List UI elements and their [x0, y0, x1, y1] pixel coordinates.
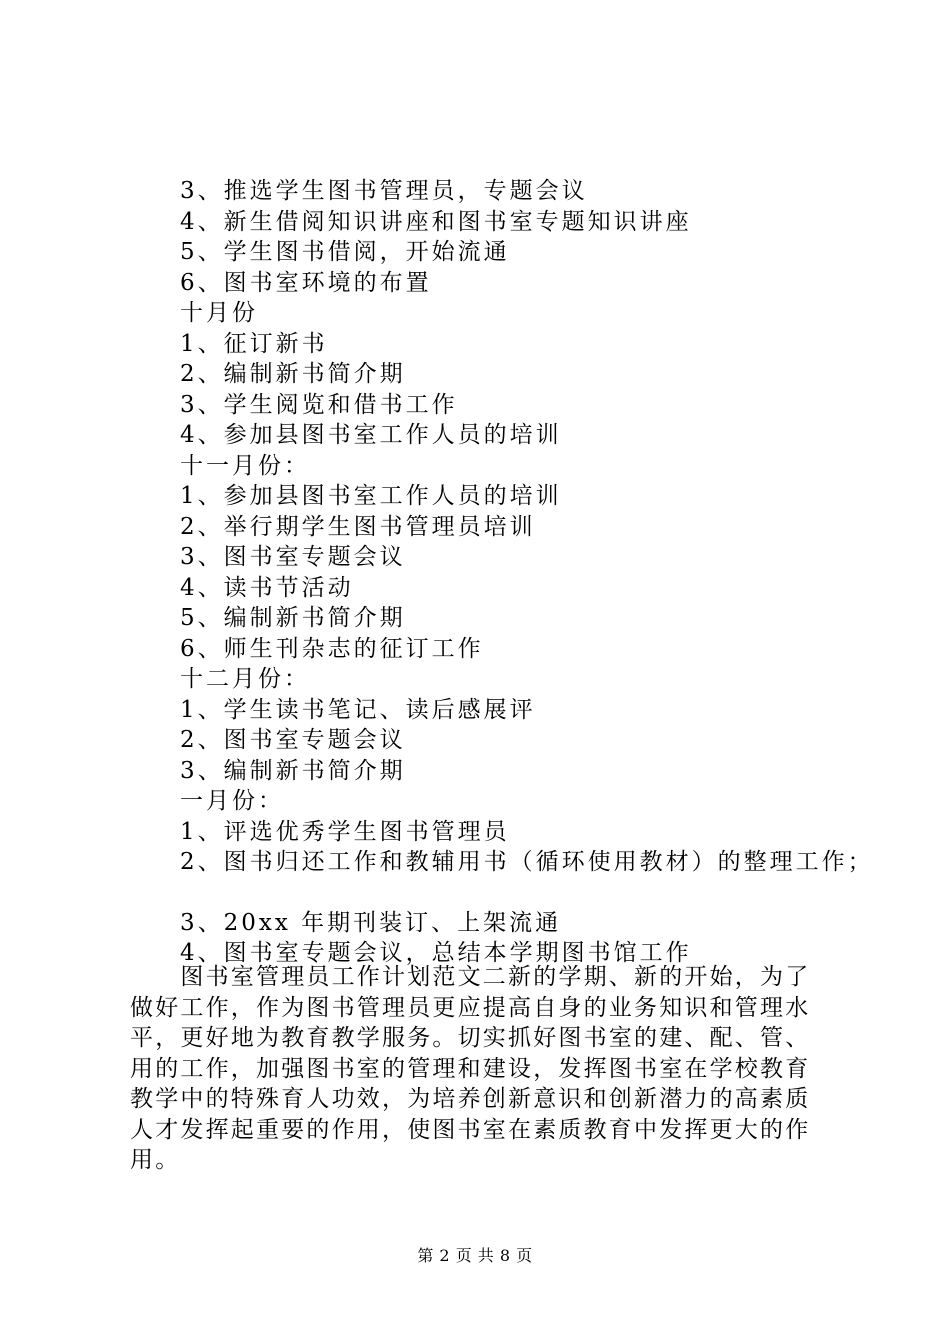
list-item: 6、图书室环境的布置 — [180, 269, 432, 296]
paragraph-line: 图书室管理员工作计划范文二新的学期、新的开始，为了 — [130, 964, 811, 990]
page-footer: 第 2 页 共 8 页 — [417, 1246, 533, 1265]
list-item: 2、编制新书简介期 — [180, 361, 406, 387]
paragraph-line: 用。 — [130, 1147, 181, 1173]
month-heading: 十二月份： — [180, 666, 310, 692]
list-item: 2、举行期学生图书管理员培训 — [180, 513, 536, 540]
list-item: 1、学生读书笔记、读后感展评 — [180, 696, 536, 723]
list-item: 5、学生图书借阅，开始流通 — [180, 239, 510, 265]
list-item: 2、图书归还工作和教辅用书（循环使用教材）的整理工作； — [180, 849, 874, 875]
month-heading: 一月份： — [180, 788, 284, 814]
paragraph-line: 做好工作，作为图书管理员更应提高自身的业务知识和管理水 — [130, 994, 811, 1021]
body-paragraph — [130, 962, 835, 1176]
list-item: 3、图书室专题会议 — [180, 544, 406, 570]
list-item: 3、推选学生图书管理员，专题会议 — [180, 178, 588, 204]
list-item: 6、师生刊杂志的征订工作 — [180, 635, 484, 662]
list-item: 4、图书室专题会议，总结本学期图书馆工作 — [180, 940, 692, 966]
list-item: 5、编制新书简介期 — [180, 605, 406, 631]
list-item: 3、学生阅览和借书工作 — [180, 391, 458, 418]
month-heading: 十月份 — [180, 300, 258, 326]
list-item: 4、读书节活动 — [180, 574, 354, 601]
plan-list — [180, 176, 900, 969]
list-item: 2、图书室专题会议 — [180, 727, 406, 753]
list-item: 4、新生借阅知识讲座和图书室专题知识讲座 — [180, 208, 692, 235]
paragraph-line: 教学中的特殊育人功效，为培养创新意识和创新潜力的高素质 — [130, 1086, 811, 1112]
list-item: 1、评选优秀学生图书管理员 — [180, 818, 510, 845]
blank-line — [180, 878, 900, 908]
list-item: 3、20xx 年期刊装订、上架流通 — [180, 909, 562, 936]
list-item: 1、参加县图书室工作人员的培训 — [180, 483, 562, 509]
month-heading: 十一月份： — [180, 452, 310, 479]
paragraph-line: 平，更好地为教育教学服务。切实抓好图书室的建、配、管、 — [130, 1025, 811, 1051]
paragraph-line: 人才发挥起重要的作用，使图书室在素质教育中发挥更大的作 — [130, 1116, 811, 1143]
list-item: 3、编制新书简介期 — [180, 757, 406, 784]
list-item: 4、参加县图书室工作人员的培训 — [180, 422, 562, 448]
list-item: 1、征订新书 — [180, 330, 328, 357]
paragraph-line: 用的工作，加强图书室的管理和建设，发挥图书室在学校教育 — [130, 1055, 811, 1082]
